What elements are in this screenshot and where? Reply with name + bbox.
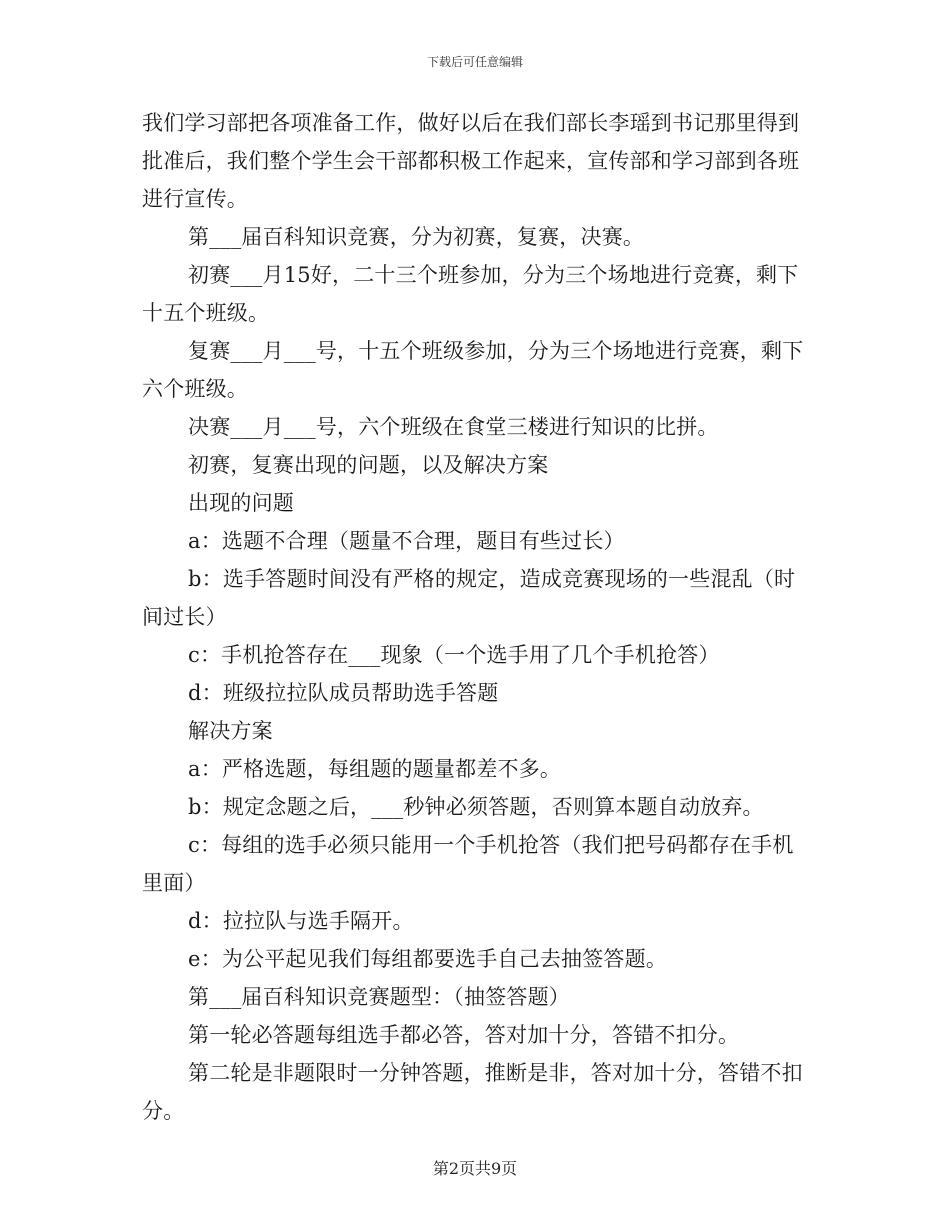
section-heading: 解决方案 (188, 719, 273, 743)
paragraph: 决赛___月___号，六个班级在食堂三楼进行知识的比拼。 (188, 415, 719, 439)
list-item: b：选手答题时间没有严格的规定，造成竞赛现场的一些混乱（时间过长） (142, 567, 796, 629)
paragraph: 第___届百科知识竞赛，分为初赛，复赛，决赛。 (188, 225, 645, 249)
paragraph: 我们学习部把各项准备工作，做好以后在我们部长李瑶到书记那里得到批准后，我们整个学生会干部都积极工作起来，宣传部和学习部到各班进行宣传。 (142, 111, 800, 211)
document-body (142, 104, 810, 1130)
list-item: b：规定念题之后，___秒钟必须答题，否则算本题自动放弃。 (188, 795, 764, 819)
paragraph: 第一轮必答题每组选手都必答，答对加十分，答错不扣分。 (188, 1023, 740, 1047)
list-item: d：班级拉拉队成员帮助选手答题 (188, 681, 499, 705)
paragraph: 第二轮是非题限时一分钟答题，推断是非，答对加十分，答错不扣分。 (142, 1061, 803, 1123)
page-number-footer: 第2页共9页 (432, 1159, 518, 1178)
paragraph: 初赛___月15好，二十三个班参加，分为三个场地进行竞赛，剩下十五个班级。 (142, 263, 799, 325)
section-heading: 出现的问题 (188, 491, 294, 515)
paragraph: 复赛___月___号，十五个班级参加，分为三个场地进行竞赛，剩下六个班级。 (142, 339, 804, 401)
paragraph: 第___届百科知识竞赛题型：（抽签答题） (188, 985, 570, 1009)
list-item: a：选题不合理（题量不合理，题目有些过长） (188, 529, 625, 553)
list-item: c：手机抢答存在___现象（一个选手用了几个手机抢答） (188, 643, 720, 667)
list-item: e：为公平起见我们每组都要选手自己去抽签答题。 (188, 947, 668, 971)
page-header: 下载后可任意编辑 (426, 55, 523, 69)
list-item: a：严格选题，每组题的题量都差不多。 (188, 757, 562, 781)
list-item: d：拉拉队与选手隔开。 (188, 909, 414, 933)
list-item: c：每组的选手必须只能用一个手机抢答（我们把号码都存在手机里面） (142, 833, 794, 895)
paragraph: 初赛，复赛出现的问题，以及解决方案 (188, 453, 549, 477)
